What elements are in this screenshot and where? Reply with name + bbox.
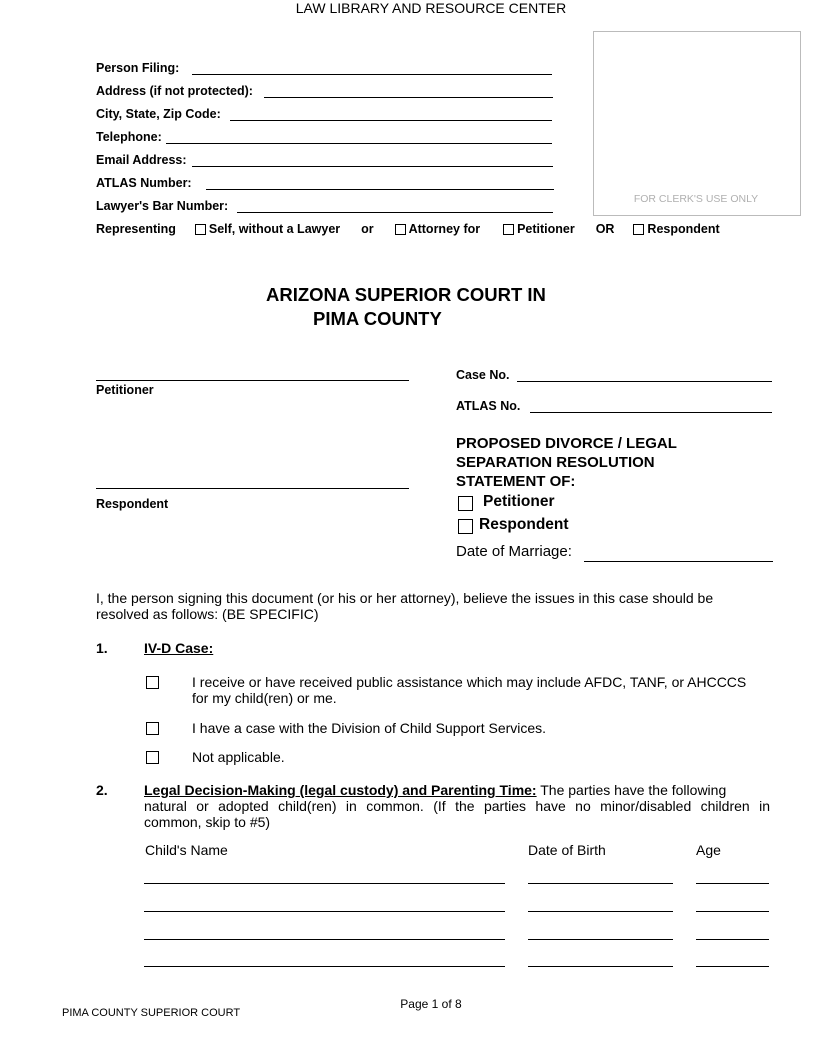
rep-respondent-checkbox[interactable] bbox=[633, 224, 644, 235]
child-row-dob[interactable] bbox=[528, 966, 673, 967]
label-atlas-number: ATLAS Number: bbox=[96, 176, 192, 190]
section2-text-line2: natural or adopted child(ren) in common. (If the parties have no minor/disabled children in bbox=[144, 798, 770, 814]
case-no-label: Case No. bbox=[456, 368, 510, 382]
court-title-line1: ARIZONA SUPERIOR COURT IN bbox=[266, 284, 546, 305]
input-person-filing[interactable] bbox=[192, 74, 552, 75]
section2-text-line1: The parties have the following bbox=[540, 782, 727, 798]
dcss-case-checkbox[interactable] bbox=[146, 722, 159, 735]
representing-row bbox=[96, 222, 720, 236]
statement-petitioner-label: Petitioner bbox=[483, 493, 555, 510]
public-assistance-line2: for my child(ren) or me. bbox=[192, 690, 337, 706]
not-applicable-label: Not applicable. bbox=[192, 749, 285, 765]
label-address: Address (if not protected): bbox=[96, 84, 253, 98]
document-title-line3: STATEMENT OF: bbox=[456, 473, 576, 490]
document-title-line1: PROPOSED DIVORCE / LEGAL bbox=[456, 435, 677, 452]
atlas-no-label: ATLAS No. bbox=[456, 399, 521, 413]
public-assistance-checkbox[interactable] bbox=[146, 676, 159, 689]
section1-title: IV-D Case: bbox=[144, 640, 214, 656]
child-row-dob[interactable] bbox=[528, 939, 673, 940]
input-bar-number[interactable] bbox=[237, 212, 553, 213]
input-address[interactable] bbox=[264, 97, 553, 98]
section2-line1 bbox=[144, 782, 770, 799]
child-row-name[interactable] bbox=[144, 966, 505, 967]
child-row-age[interactable] bbox=[696, 966, 769, 967]
col-age: Age bbox=[696, 842, 721, 858]
self-label: Self, without a Lawyer bbox=[208, 222, 341, 236]
clerk-use-box bbox=[593, 31, 801, 216]
child-row-age[interactable] bbox=[696, 911, 769, 912]
petitioner-label: Petitioner bbox=[96, 383, 154, 397]
label-telephone: Telephone: bbox=[96, 130, 162, 144]
child-row-age[interactable] bbox=[696, 883, 769, 884]
header-library: LAW LIBRARY AND RESOURCE CENTER bbox=[295, 0, 567, 16]
statement-petitioner-checkbox[interactable] bbox=[458, 496, 473, 511]
representing-label: Representing bbox=[96, 222, 176, 236]
label-city-state-zip: City, State, Zip Code: bbox=[96, 107, 221, 121]
child-row-name[interactable] bbox=[144, 939, 505, 940]
label-email: Email Address: bbox=[96, 153, 187, 167]
intro-line1: I, the person signing this document (or his or her attorney), believe the issues in this case should be bbox=[96, 590, 714, 606]
public-assistance-line1: I receive or have received public assistance which may include AFDC, TANF, or AHCCCS bbox=[192, 674, 747, 690]
label-bar-number: Lawyer's Bar Number: bbox=[96, 199, 229, 213]
input-atlas-number[interactable] bbox=[206, 189, 554, 190]
footer-page-number: Page 1 of 8 bbox=[400, 997, 462, 1011]
dcss-case-label: I have a case with the Division of Child Support Services. bbox=[192, 720, 547, 736]
col-date-of-birth: Date of Birth bbox=[528, 842, 606, 858]
child-row-age[interactable] bbox=[696, 939, 769, 940]
petitioner-name-line[interactable] bbox=[96, 380, 409, 381]
input-city-state-zip[interactable] bbox=[230, 120, 552, 121]
respondent-name-line[interactable] bbox=[96, 488, 409, 489]
section2-title: Legal Decision-Making (legal custody) and Parenting Time: bbox=[144, 782, 537, 798]
section2-number: 2. bbox=[96, 782, 108, 798]
clerk-use-label: FOR CLERK'S USE ONLY bbox=[633, 193, 759, 205]
or-caps-text: OR bbox=[595, 222, 615, 236]
footer-court-name: PIMA COUNTY SUPERIOR COURT bbox=[62, 1007, 241, 1019]
document-title-line2: SEPARATION RESOLUTION bbox=[456, 454, 655, 471]
statement-respondent-checkbox[interactable] bbox=[458, 519, 473, 534]
input-email[interactable] bbox=[192, 166, 553, 167]
rep-respondent-label: Respondent bbox=[647, 222, 720, 236]
child-row-dob[interactable] bbox=[528, 911, 673, 912]
respondent-label: Respondent bbox=[96, 497, 169, 511]
rep-petitioner-label: Petitioner bbox=[517, 222, 575, 236]
col-child-name: Child's Name bbox=[145, 842, 228, 858]
date-of-marriage-input[interactable] bbox=[584, 561, 773, 562]
atlas-no-input[interactable] bbox=[530, 412, 772, 413]
date-of-marriage-label: Date of Marriage: bbox=[456, 543, 572, 560]
rep-petitioner-checkbox[interactable] bbox=[503, 224, 514, 235]
self-checkbox[interactable] bbox=[195, 224, 206, 235]
attorney-checkbox[interactable] bbox=[395, 224, 406, 235]
section2-text-line3: common, skip to #5) bbox=[144, 814, 271, 830]
section1-number: 1. bbox=[96, 640, 108, 656]
child-row-name[interactable] bbox=[144, 911, 505, 912]
intro-line2: resolved as follows: (BE SPECIFIC) bbox=[96, 606, 319, 622]
court-title-line2: PIMA COUNTY bbox=[313, 308, 442, 329]
or-text: or bbox=[361, 222, 374, 236]
input-telephone[interactable] bbox=[166, 143, 552, 144]
statement-respondent-label: Respondent bbox=[479, 516, 569, 533]
case-no-input[interactable] bbox=[517, 381, 772, 382]
child-row-dob[interactable] bbox=[528, 883, 673, 884]
not-applicable-checkbox[interactable] bbox=[146, 751, 159, 764]
attorney-label: Attorney for bbox=[408, 222, 481, 236]
child-row-name[interactable] bbox=[144, 883, 505, 884]
label-person-filing: Person Filing: bbox=[96, 61, 180, 75]
